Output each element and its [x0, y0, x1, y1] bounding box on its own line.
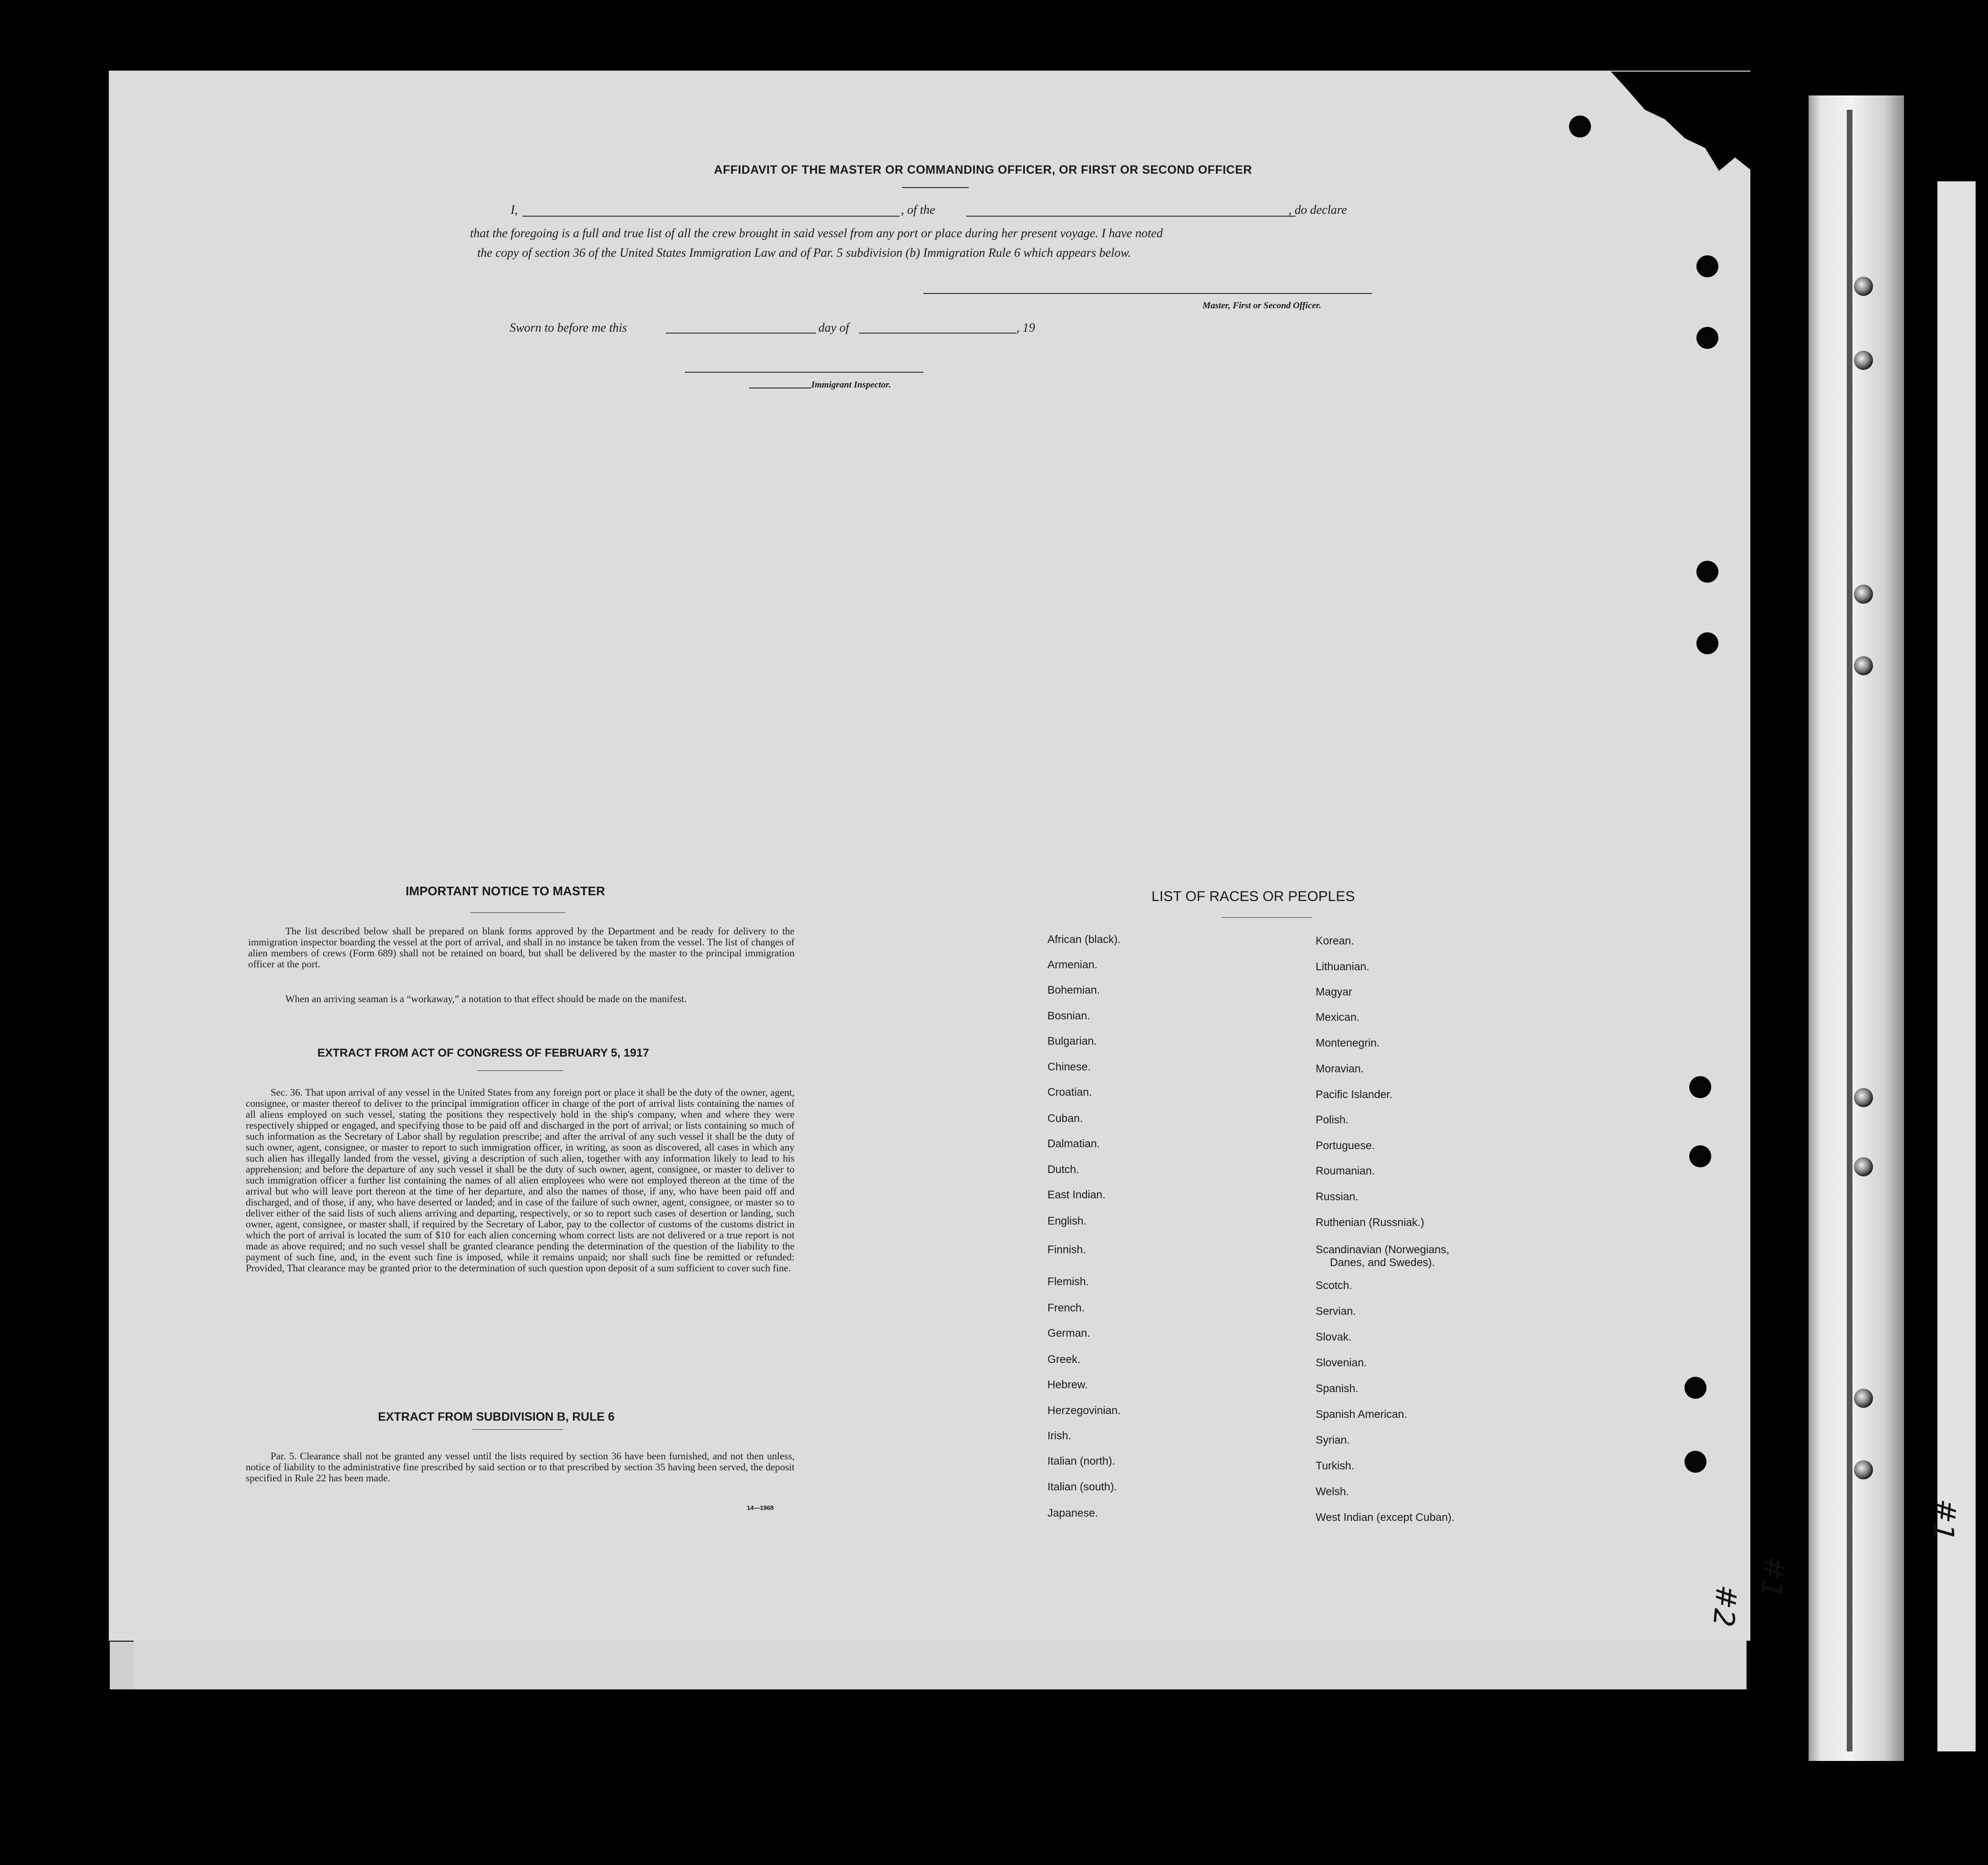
race-item: Herzegovinian. [1047, 1404, 1121, 1416]
grommet-icon [1854, 1088, 1873, 1107]
race-item: Lithuanian. [1316, 960, 1370, 973]
race-item: Welsh. [1316, 1485, 1349, 1498]
race-item: Flemish. [1047, 1275, 1089, 1288]
race-item: Spanish American. [1316, 1408, 1407, 1420]
punch-hole-icon [1696, 327, 1718, 349]
binder-spine [1809, 95, 1904, 1761]
race-item: Korean. [1316, 934, 1354, 947]
race-item: Bulgarian. [1047, 1035, 1097, 1047]
race-item: Montenegrin. [1316, 1037, 1380, 1049]
back-sheet [134, 1632, 1747, 1689]
punch-hole-icon [1685, 1377, 1706, 1399]
race-item: English. [1047, 1215, 1087, 1227]
handwritten-sheet-number: #1 [1754, 1554, 1791, 1600]
form-code: 14—1968 [747, 1504, 774, 1511]
sworn-day-blank[interactable] [666, 333, 816, 334]
race-item: Syrian. [1316, 1434, 1350, 1446]
race-item: Cuban. [1047, 1112, 1083, 1124]
binder-edge [1847, 110, 1852, 1751]
punch-hole-icon [1696, 255, 1718, 277]
race-item: Portuguese. [1316, 1139, 1375, 1152]
rule-extract-body: Par. 5. Clearance shall not be granted any vessel until the lists required by section 36 have been furnished, and not then unless, notice of liability to the administrative fine prescribed by said section or to that prescribed by section 35 having been served, the deposit specified in Rule 22 has been made. [246, 1450, 795, 1484]
race-item: French. [1047, 1301, 1085, 1314]
race-item: Roumanian. [1316, 1164, 1375, 1177]
inspector-label: Immigrant Inspector. [811, 380, 891, 390]
race-item: Moravian. [1316, 1062, 1364, 1075]
grommet-icon [1854, 277, 1873, 296]
race-item: Magyar [1316, 985, 1352, 998]
name-blank-line[interactable] [523, 216, 900, 217]
race-item: Croatian. [1047, 1086, 1092, 1098]
race-item: Slovak. [1316, 1331, 1352, 1343]
race-item: Irish. [1047, 1429, 1071, 1442]
race-item: Bosnian. [1047, 1009, 1090, 1022]
punch-hole-icon [1689, 1076, 1711, 1098]
race-item: African (black). [1047, 933, 1121, 945]
notice-paragraph-1: The list described below shall be prepared on blank forms approved by the Department and be ready for delivery to the immigration inspector boarding the vessel at the port of arrival, and shall in no instance be taken from the vessel. The list of changes of alien members of crews (Form 689) shall not be retained on board, but shall be delivered by the master to the principal immigration officer at the port. [248, 925, 795, 970]
declaration-line-1: that the foregoing is a full and true list of all the crew brought in said vessel from any port or place during her present voyage. I have noted [470, 226, 1163, 240]
race-item: Dutch. [1047, 1163, 1079, 1175]
master-signature-line[interactable] [923, 293, 1372, 294]
punch-hole-icon [1696, 561, 1718, 583]
race-item: Danes, and Swedes). [1330, 1256, 1435, 1268]
races-heading: LIST OF RACES OR PEOPLES [1151, 889, 1355, 904]
race-item: Chinese. [1047, 1060, 1091, 1073]
punch-hole-icon [1689, 1145, 1711, 1167]
race-item: Japanese. [1047, 1507, 1099, 1519]
grommet-icon [1854, 1157, 1873, 1176]
punch-hole-icon [1685, 1451, 1706, 1473]
race-item: Turkish. [1316, 1459, 1354, 1472]
race-item: Slovenian. [1316, 1356, 1367, 1369]
handwritten-sheet-number: #2 [1706, 1583, 1743, 1629]
notice-paragraph-2: When an arriving seaman is a “workaway,” a notation to that effect should be made on the manifest. [285, 993, 687, 1005]
grommet-icon [1854, 351, 1873, 370]
race-item: Servian. [1316, 1305, 1356, 1317]
affidavit-i-label: I, [511, 203, 518, 217]
race-item: West Indian (except Cuban). [1316, 1511, 1455, 1523]
manifest-page [109, 71, 1750, 1641]
act-extract-heading: EXTRACT FROM ACT OF CONGRESS OF FEBRUARY 5, 1917 [317, 1047, 649, 1059]
divider [472, 1429, 563, 1430]
handwritten-sheet-number: #1 [1925, 1497, 1963, 1543]
affidavit-of-the-label: , of the [901, 203, 935, 217]
grommet-icon [1854, 1460, 1873, 1479]
divider [1222, 917, 1312, 918]
race-item: Italian (north). [1047, 1455, 1115, 1467]
grommet-icon [1854, 656, 1873, 675]
inspector-signature-line[interactable] [685, 372, 923, 373]
race-item: Bohemian. [1047, 984, 1100, 996]
notice-heading: IMPORTANT NOTICE TO MASTER [406, 884, 605, 898]
affidavit-title: AFFIDAVIT OF THE MASTER OR COMMANDING OFFICER, OR FIRST OR SECOND OFFICER [714, 163, 1252, 177]
divider [470, 912, 565, 913]
grommet-icon [1854, 1389, 1873, 1408]
race-item: Hebrew. [1047, 1378, 1088, 1391]
declaration-line-2: the copy of section 36 of the United States Immigration Law and of Par. 5 subdivision (b) Immigration Rule 6 which appears below. [477, 246, 1131, 260]
master-signature-label: Master, First or Second Officer. [1203, 301, 1321, 311]
race-item: Greek. [1047, 1353, 1081, 1365]
race-item: German. [1047, 1327, 1090, 1339]
race-item: East Indian. [1047, 1188, 1106, 1201]
affidavit-declare-label: , do declare [1288, 203, 1347, 217]
race-item: Pacific Islander. [1316, 1088, 1393, 1100]
sworn-month-blank[interactable] [859, 333, 1016, 334]
race-item: Armenian. [1047, 958, 1098, 971]
race-item: Scotch. [1316, 1279, 1352, 1291]
sworn-day-of-label: day of [818, 321, 849, 335]
act-extract-body: Sec. 36. That upon arrival of any vessel in the United States from any foreign port or place it shall be the duty of the owner, agent, consignee, or master thereof to deliver to the principal immigration officer in charge of the port of arrival lists containing the names of all aliens employed on such vessel, stating the positions they respectively hold in the ship's company, when and where they were respectively shipped or engaged, and specifying those to be paid off and discharged in the port of arrival; or lists containing so much of such information as the Secretary of Labor shall by regulation prescribe; and after the arrival of any such vessel it shall be the duty of such owner, agent, consignee, or master to report to such immigration officer, in writing, as soon as discovered, all cases in which any such alien has illegally landed from the vessel, giving a description of such alien, together with any information likely to lead to his apprehension; and before the departure of any such vessel it shall be the duty of such owner, agent, consignee, or master to deliver to such immigration officer a further list containing the names of all alien employees who were not employed thereon at the time of the arrival but who will leave port thereon at the time of her departure, and also the names of those, if any, who have been paid off and discharged, and of those, if any, who have deserted or landed; and in case of the failure of such owner, agent, consignee, or master so to deliver either of the said lists of such aliens arriving and departing, respectively, or so to report such cases of desertion or landing, such owner, agent, consignee, or master shall, if required by the Secretary of Labor, pay to the collector of customs of the customs district in which the port of arrival is located the sum of $10 for each alien concerning whom correct lists are not delivered or a true report is not made as above required; and no such vessel shall be granted clearance pending the determination of the question of the liability to the payment of such fine, and, in the event such fine is imposed, while it remains unpaid; nor shall such fine be remitted or refunded: Provided, That clearance may be granted prior to the determination of such question upon deposit of a sum sufficient to cover such fine. [246, 1087, 795, 1274]
race-item: Russian. [1316, 1190, 1359, 1203]
race-item: Mexican. [1316, 1011, 1360, 1023]
race-item: Scandinavian (Norwegians, [1316, 1243, 1449, 1256]
divider [477, 1070, 563, 1071]
sworn-prefix: Sworn to before me this [510, 321, 628, 335]
punch-hole-icon [1569, 115, 1591, 137]
race-item: Italian (south). [1047, 1480, 1117, 1493]
vessel-blank-line[interactable] [966, 216, 1296, 217]
race-item: Polish. [1316, 1113, 1349, 1126]
race-item: Dalmatian. [1047, 1137, 1100, 1150]
divider [902, 187, 969, 188]
sworn-year-label: , 19 [1016, 321, 1035, 335]
race-item: Finnish. [1047, 1243, 1086, 1256]
grommet-icon [1854, 585, 1873, 604]
race-item: Spanish. [1316, 1382, 1359, 1394]
race-item: Ruthenian (Russniak.) [1316, 1216, 1424, 1228]
rule-extract-heading: EXTRACT FROM SUBDIVISION B, RULE 6 [378, 1410, 615, 1424]
punch-hole-icon [1696, 632, 1718, 654]
